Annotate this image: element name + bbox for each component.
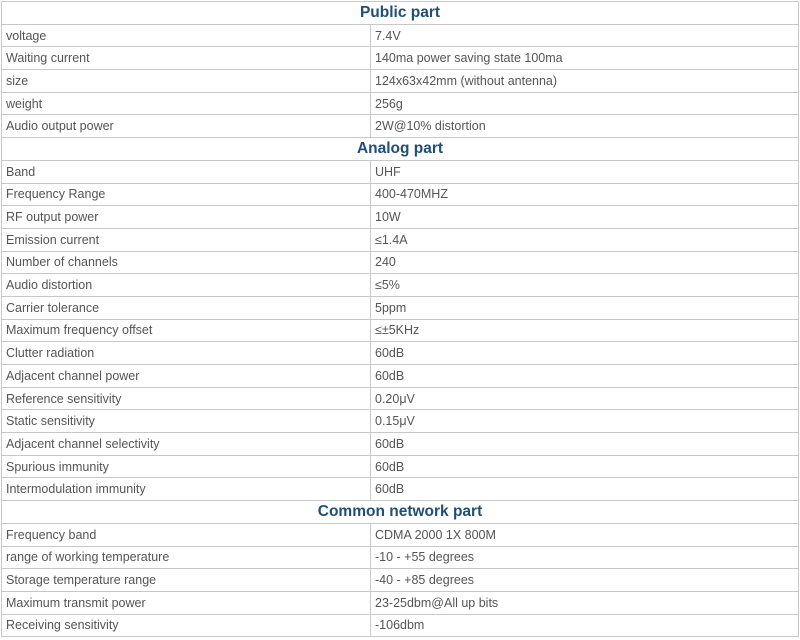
spec-label-cell: Intermodulation immunity [2,478,371,501]
spec-value-cell: 0.20μV [371,387,799,410]
table-row [2,455,799,478]
spec-label-cell: Spurious immunity [2,455,371,478]
spec-label-cell: Maximum transmit power [2,591,371,614]
table-row [2,342,799,365]
spec-value-cell: ≤1.4A [371,228,799,251]
table-row [2,92,799,115]
table-row [2,251,799,274]
section-header-row [2,138,799,161]
spec-value-cell: 124x63x42mm (without antenna) [371,70,799,93]
spec-value-cell: -40 - +85 degrees [371,569,799,592]
spec-value-cell: 60dB [371,455,799,478]
spec-label-cell: range of working temperature [2,546,371,569]
table-row [2,296,799,319]
table-row [2,546,799,569]
table-row [2,274,799,297]
section-title: Common network part [2,501,799,524]
table-row [2,569,799,592]
spec-value-cell: UHF [371,160,799,183]
table-row [2,70,799,93]
spec-label-cell: voltage [2,24,371,47]
table-row [2,410,799,433]
spec-value-cell: CDMA 2000 1X 800M [371,523,799,546]
spec-value-cell: 60dB [371,433,799,456]
spec-label-cell: Frequency Range [2,183,371,206]
spec-label-cell: Storage temperature range [2,569,371,592]
spec-value-cell: 240 [371,251,799,274]
spec-value-cell: 140ma power saving state 100ma [371,47,799,70]
table-row [2,478,799,501]
spec-value-cell: 60dB [371,365,799,388]
table-row [2,523,799,546]
spec-label-cell: size [2,70,371,93]
table-row [2,160,799,183]
spec-label-cell: Audio output power [2,115,371,138]
section-title: Public part [2,2,799,25]
spec-value-cell: 60dB [371,342,799,365]
spec-label-cell: Static sensitivity [2,410,371,433]
spec-value-cell: 400-470MHZ [371,183,799,206]
spec-label-cell: RF output power [2,206,371,229]
spec-value-cell: 60dB [371,478,799,501]
spec-value-cell: 7.4V [371,24,799,47]
spec-label-cell: weight [2,92,371,115]
spec-table [1,1,799,637]
table-row [2,387,799,410]
table-row [2,228,799,251]
spec-label-cell: Audio distortion [2,274,371,297]
spec-label-cell: Band [2,160,371,183]
spec-value-cell: 2W@10% distortion [371,115,799,138]
table-row [2,24,799,47]
spec-label-cell: Receiving sensitivity [2,614,371,637]
spec-value-cell: -106dbm [371,614,799,637]
table-row [2,614,799,637]
section-header-row [2,2,799,25]
table-row [2,591,799,614]
table-row [2,47,799,70]
spec-value-cell: 5ppm [371,296,799,319]
spec-label-cell: Emission current [2,228,371,251]
table-row [2,183,799,206]
spec-value-cell: ≤±5KHz [371,319,799,342]
table-row [2,206,799,229]
spec-value-cell: 256g [371,92,799,115]
spec-label-cell: Adjacent channel power [2,365,371,388]
spec-label-cell: Waiting current [2,47,371,70]
spec-value-cell: 0.15μV [371,410,799,433]
spec-value-cell: 23-25dbm@All up bits [371,591,799,614]
spec-label-cell: Adjacent channel selectivity [2,433,371,456]
section-header-row [2,501,799,524]
spec-label-cell: Number of channels [2,251,371,274]
spec-label-cell: Frequency band [2,523,371,546]
table-row [2,115,799,138]
table-row [2,319,799,342]
section-title: Analog part [2,138,799,161]
spec-table-body [2,2,799,637]
spec-label-cell: Maximum frequency offset [2,319,371,342]
spec-label-cell: Clutter radiation [2,342,371,365]
spec-value-cell: 10W [371,206,799,229]
spec-value-cell: -10 - +55 degrees [371,546,799,569]
spec-label-cell: Carrier tolerance [2,296,371,319]
table-row [2,433,799,456]
table-row [2,365,799,388]
spec-value-cell: ≤5% [371,274,799,297]
spec-label-cell: Reference sensitivity [2,387,371,410]
